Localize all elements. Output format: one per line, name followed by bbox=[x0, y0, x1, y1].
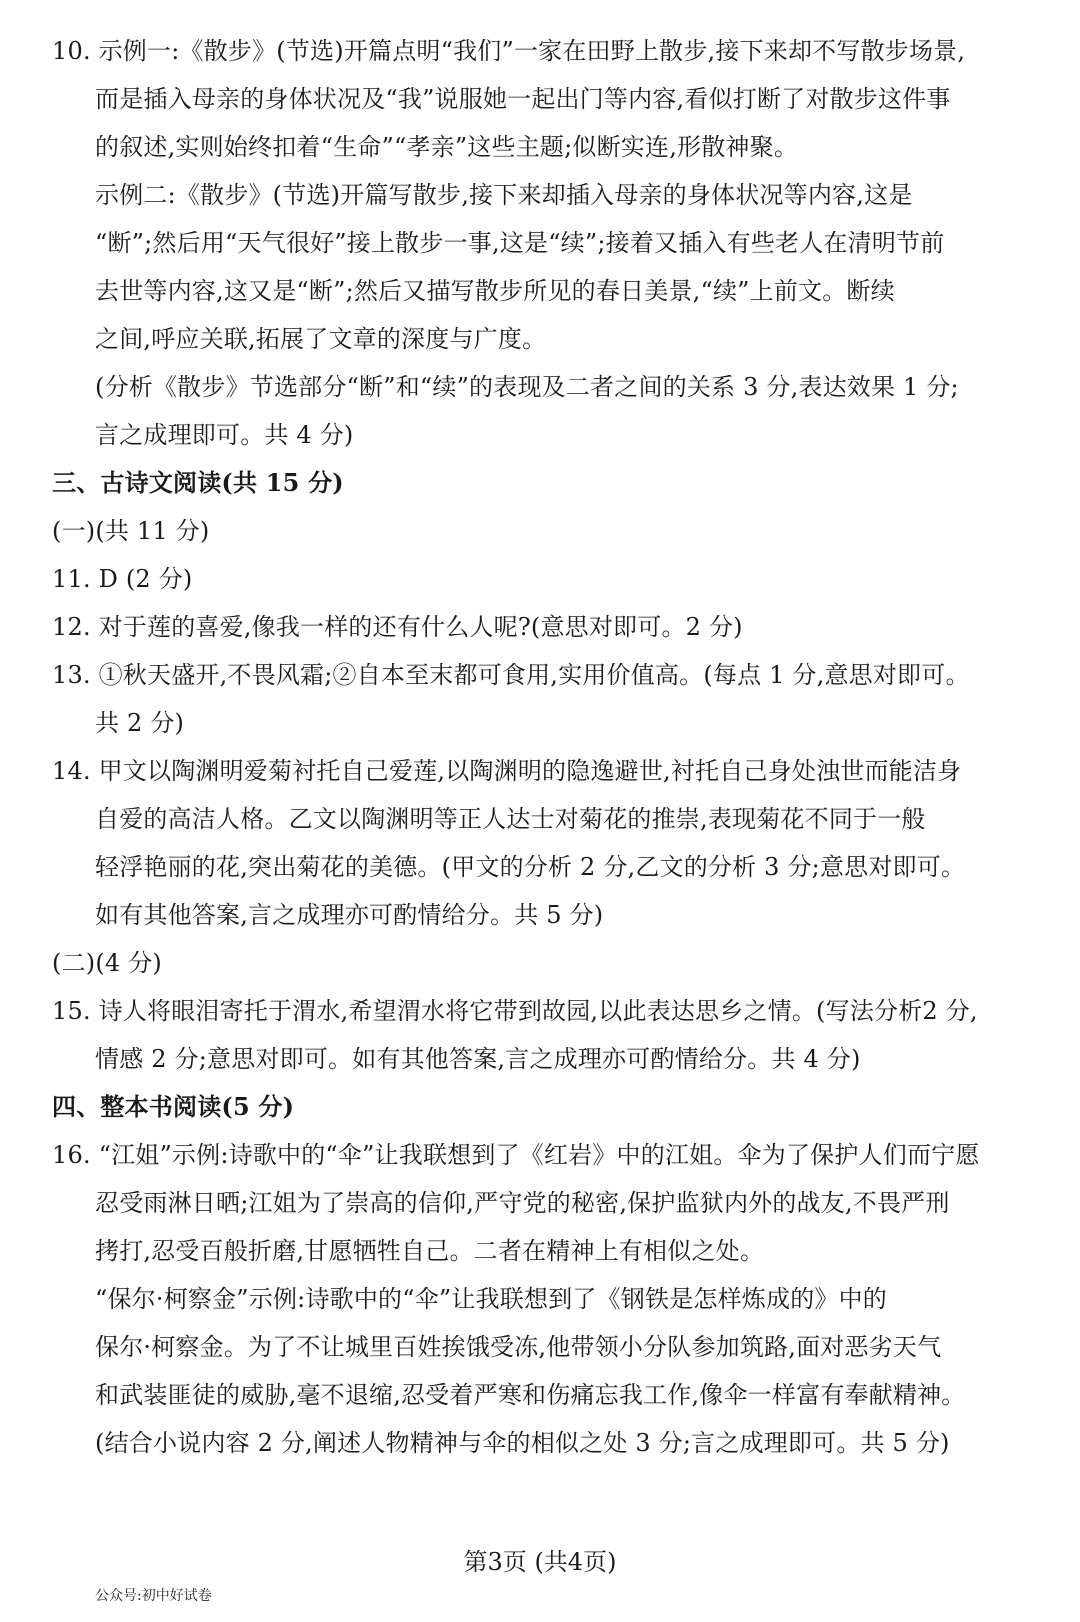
source-credit: 公众号:初中好试卷 bbox=[95, 1588, 212, 1604]
answer-line: (二)(4 分) bbox=[52, 949, 162, 977]
answer-line: 保尔·柯察金。为了不让城里百姓挨饿受冻,他带领小分队参加筑路,面对恶劣天气 bbox=[95, 1333, 942, 1361]
answer-line: 去世等内容,这又是“断”;然后又描写散步所见的春日美景,“续”上前文。断续 bbox=[95, 277, 895, 305]
answer-line: 情感 2 分;意思对即可。如有其他答案,言之成理亦可酌情给分。共 4 分) bbox=[95, 1045, 861, 1073]
answer-line: 14. 甲文以陶渊明爱菊衬托自己爱莲,以陶渊明的隐逸避世,衬托自己身处浊世而能洁身 bbox=[52, 757, 962, 785]
answer-line: 之间,呼应关联,拓展了文章的深度与广度。 bbox=[95, 325, 547, 353]
section-heading: 三、古诗文阅读(共 15 分) bbox=[52, 468, 344, 497]
answer-line: 而是插入母亲的身体状况及“我”说服她一起出门等内容,看似打断了对散步这件事 bbox=[95, 85, 951, 113]
answer-line: 13. ①秋天盛开,不畏风霜;②自本至末都可食用,实用价值高。(每点 1 分,意思对即可。 bbox=[52, 661, 970, 689]
answer-line: 10. 示例一:《散步》(节选)开篇点明“我们”一家在田野上散步,接下来却不写散步场景, bbox=[52, 37, 966, 65]
answer-line: 15. 诗人将眼泪寄托于渭水,希望渭水将它带到故园,以此表达思乡之情。(写法分析2 分, bbox=[52, 997, 978, 1025]
answer-line: “断”;然后用“天气很好”接上散步一事,这是“续”;接着又插入有些老人在清明节前 bbox=[95, 229, 945, 257]
answer-line: “保尔·柯察金”示例:诗歌中的“伞”让我联想到了《钢铁是怎样炼成的》中的 bbox=[95, 1285, 887, 1313]
answer-line: (结合小说内容 2 分,阐述人物精神与伞的相似之处 3 分;言之成理即可。共 5 分) bbox=[95, 1429, 950, 1457]
answer-line: 拷打,忍受百般折磨,甘愿牺牲自己。二者在精神上有相似之处。 bbox=[95, 1237, 765, 1265]
section-heading: 四、整本书阅读(5 分) bbox=[52, 1092, 295, 1121]
answer-line: 16. “江姐”示例:诗歌中的“伞”让我联想到了《红岩》中的江姐。伞为了保护人们而宁愿 bbox=[52, 1141, 980, 1169]
answer-line: (一)(共 11 分) bbox=[52, 517, 210, 545]
answer-line: 共 2 分) bbox=[95, 709, 185, 737]
answer-line: 言之成理即可。共 4 分) bbox=[95, 421, 354, 449]
answer-line: 的叙述,实则始终扣着“生命”“孝亲”这些主题;似断实连,形散神聚。 bbox=[95, 133, 799, 161]
answer-line: 轻浮艳丽的花,突出菊花的美德。(甲文的分析 2 分,乙文的分析 3 分;意思对即可。 bbox=[95, 853, 966, 881]
answer-line: 如有其他答案,言之成理亦可酌情给分。共 5 分) bbox=[95, 901, 604, 929]
answer-line: 示例二:《散步》(节选)开篇写散步,接下来却插入母亲的身体状况等内容,这是 bbox=[95, 181, 913, 209]
page-number-footer: 第3页 (共4页) bbox=[463, 1548, 617, 1576]
answer-line: 忍受雨淋日晒;江姐为了崇高的信仰,严守党的秘密,保护监狱内外的战友,不畏严刑 bbox=[95, 1189, 950, 1217]
answer-line: 和武装匪徒的威胁,毫不退缩,忍受着严寒和伤痛忘我工作,像伞一样富有奉献精神。 bbox=[95, 1381, 966, 1409]
answer-line: (分析《散步》节选部分“断”和“续”的表现及二者之间的关系 3 分,表达效果 1 分; bbox=[95, 373, 959, 401]
answer-line: 12. 对于莲的喜爱,像我一样的还有什么人呢?(意思对即可。2 分) bbox=[52, 613, 743, 641]
answer-line: 11. D (2 分) bbox=[52, 565, 193, 593]
answer-line: 自爱的高洁人格。乙文以陶渊明等正人达士对菊花的推崇,表现菊花不同于一般 bbox=[95, 805, 926, 833]
